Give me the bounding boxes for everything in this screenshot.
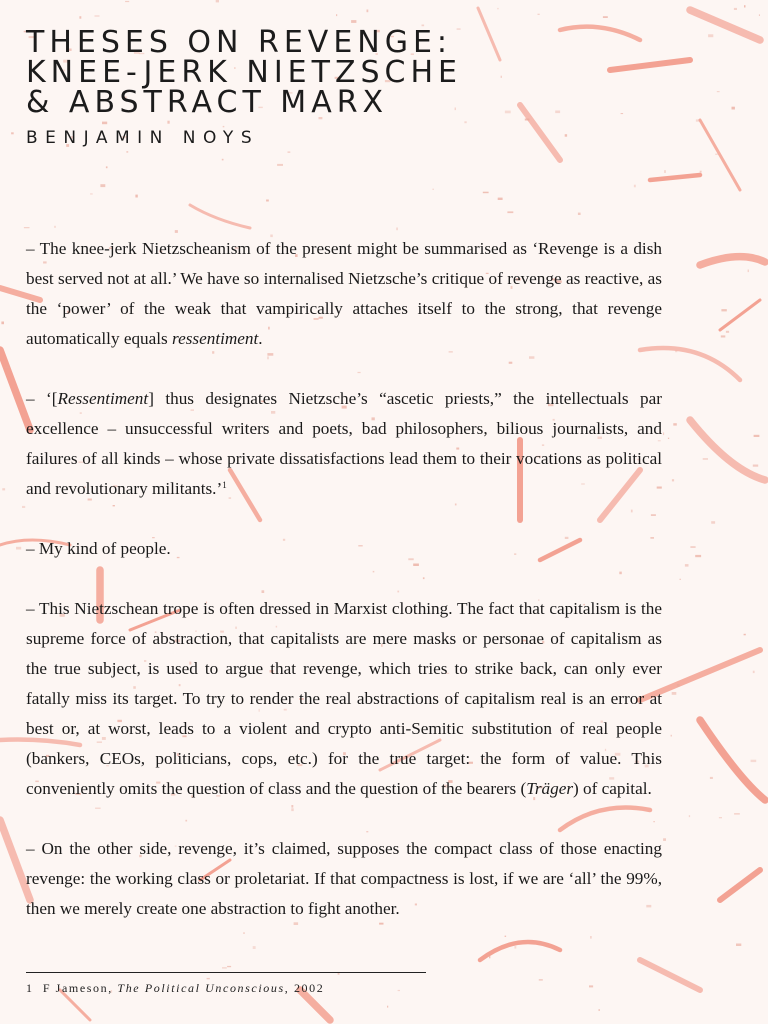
paragraph-2: – ‘[Ressentiment] thus designates Nietzsche’s “ascetic priests,” the intellectuals par excellence – unsuccessful writers and poets, bad philosophers, bilious journalists, and failures of all kinds – whose private dissatisfactions lead them to their vocations as political and revolutionary militants.’$^1$ [26, 389, 662, 498]
title-line-2: KNEE-JERK NIETZSCHE [26, 55, 463, 90]
paragraph-1: – The knee-jerk Nietzscheanism of the present might be summarised as ‘Revenge is a dish best served not at all.’ We have so internalised Nietzsche’s critique of revenge as reactive, as the ‘power’ of the weak that vampirically attaches itself to the strong, that revenge automatically equals ressentiment. [26, 239, 662, 348]
title-line-3: & ABSTRACT MARX [26, 85, 389, 120]
footnote: 1 F Jameson, The Political Unconscious, 2002 [26, 981, 325, 995]
author-name: BENJAMIN NOYS [26, 128, 260, 148]
title-line-1: THESES ON REVENGE: [26, 25, 453, 60]
emphasis: ressentiment [172, 329, 259, 348]
footnote-work-title: The Political Unconscious [117, 981, 285, 995]
article-title [26, 25, 463, 120]
footnote-ref[interactable]: 1 [222, 480, 227, 490]
footnote-divider [26, 972, 426, 973]
emphasis: Ressentiment [57, 389, 149, 408]
paragraph-4: – This Nietzschean trope is often dressed in Marxist clothing. The fact that capitalism is the supreme force of abstraction, that capitalists are mere masks or personae of capitalism as the true subject, is used to argue that revenge, which tries to strike back, can only ever fatally miss its target. To try to render the real abstractions of capitalism real is an error at best or, at worst, leads to a violent and crypto anti-Semitic substitution of real people (bankers, CEOs, politicians, cops, etc.) for the true target: the form of value. This conveniently omits the question of class and the question of the bearers (Träger) of capital. [26, 599, 662, 798]
article-body [26, 234, 662, 924]
paragraph-5: – On the other side, revenge, it’s claimed, supposes the compact class of those enacting revenge: the working class or proletariat. If that compactness is lost, if we are ‘all’ the 99%, then we merely create one abstraction to fight another. [26, 839, 662, 918]
paragraph-3: – My kind of people. [26, 539, 171, 558]
emphasis: Träger [526, 779, 574, 798]
